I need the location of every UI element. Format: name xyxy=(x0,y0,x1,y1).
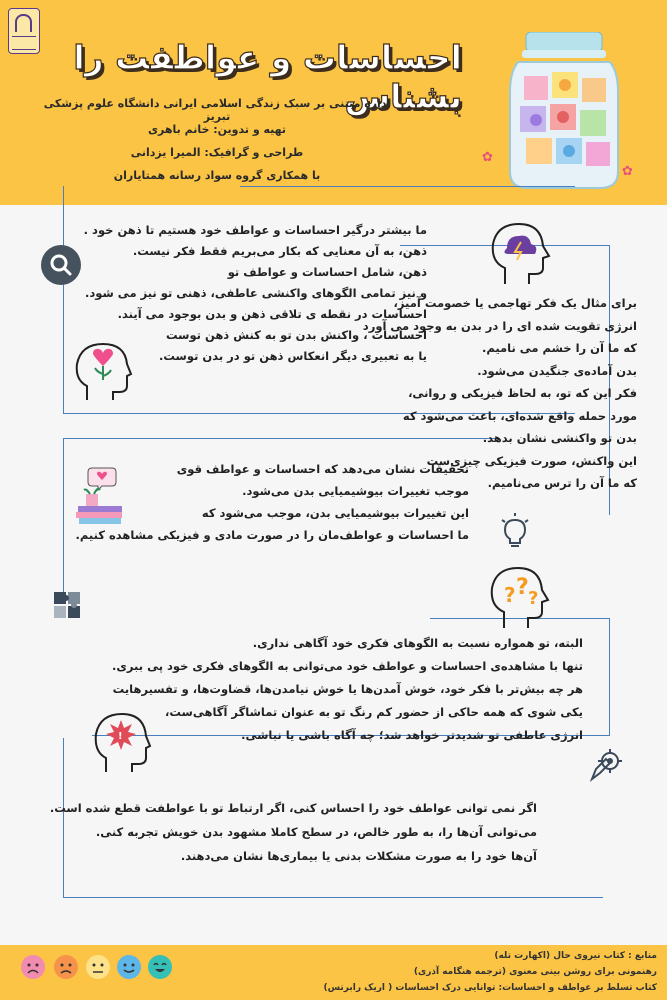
head-storm-icon xyxy=(485,220,555,286)
section5-text xyxy=(49,796,537,868)
section2-line: مورد حمله واقع شده‌ای، باعث می‌شود که xyxy=(402,408,637,423)
section1-line: ذهن، شامل احساسات و عواطف تو xyxy=(227,265,427,279)
section3-line: تحقیقات نشان می‌دهد که احساسات و عواطف قوی xyxy=(176,462,469,476)
section1-line: احساسات در نقطه ی تلاقی ذهن و بدن بوجود می آیند. xyxy=(117,307,427,321)
section2-line: برای مثال یک فکر تهاجمی یا خصومت آمیز، xyxy=(393,296,637,310)
section2-line: که ما آن را ترس می‌نامیم. xyxy=(487,476,637,490)
page-title: احساسات و عواطفت را بشناس xyxy=(73,38,462,116)
header-line-3: طراحی و گرافیک: المیرا یزدانی xyxy=(130,146,304,159)
header-line-2: تهیه و تدوین: خانم باهری xyxy=(147,123,287,136)
section2-line: بدن تو واکنشی نشان بدهد. xyxy=(482,431,637,445)
section2-line: این واکنش، صورت فیزیکی چیزی‌ست xyxy=(426,453,637,468)
crying-emoji-icon xyxy=(20,954,46,980)
svg-text:?: ? xyxy=(528,588,539,609)
section5-line: می‌توانی آن‌ها را، به طور خالص، در سطح کاملا مشهود بدن خویش تجربه کنی. xyxy=(95,825,537,839)
section3-text xyxy=(69,458,469,546)
sad-emoji-icon xyxy=(53,954,79,980)
section2-line: انرژی تقویت شده ای را در بدن به وجود می آورد xyxy=(362,318,637,333)
section1-line: ذهن، به آن معنایی که بکار می‌بریم فقط فکر نیست. xyxy=(132,244,427,258)
neutral-emoji-icon xyxy=(85,954,111,980)
gear-pencil-icon xyxy=(588,745,626,783)
section4-line: البته، تو همواره نسبت به الگوهای فکری خود آگاهی نداری. xyxy=(252,636,583,650)
svg-text:?: ? xyxy=(504,583,516,607)
reference-line: رهنمونی برای روشن بینی معنوی (ترجمه هنگامه آذری) xyxy=(413,967,657,977)
emotion-jar-icon xyxy=(500,32,628,192)
section3-line: ما احساسات و عواطف‌مان را در صورت مادی و فیزیکی مشاهده کنیم. xyxy=(75,528,469,542)
section2-line: که ما آن را خشم می نامیم. xyxy=(481,341,637,355)
header-banner xyxy=(0,0,667,205)
lightbulb-icon xyxy=(500,512,530,550)
header-line-4: با همکاری گروه سواد رسانه همتایاران xyxy=(113,169,321,182)
section4-line: انرژی عاطفی تو شدیدتر خواهد شد؛ چه آگاه باشی یا نباشی. xyxy=(241,728,583,742)
happy-emoji-icon xyxy=(147,954,173,980)
head-question-icon xyxy=(484,564,554,630)
section1-line: احساسات ، واکنش بدن تو به کنش ذهن توست xyxy=(165,328,427,342)
reference-line: منابع : کتاب نیروی حال (اکهارت تله) xyxy=(494,951,657,961)
svg-text:?: ? xyxy=(516,575,529,600)
section1-line: ما بیشتر درگیر احساسات و عواطف خود هستیم تا ذهن خود . xyxy=(83,223,427,237)
section2-line: فکر این که تو، به لحاظ فیزیکی و روانی، xyxy=(408,386,637,400)
flower-decoration: ✿ xyxy=(622,164,633,179)
flower-decoration: ✿ xyxy=(482,150,493,165)
smile-emoji-icon xyxy=(116,954,142,980)
header-line-1: اداره مبتنی بر سبک زندگی اسلامی ایرانی دانشگاه علوم پزشکی تبریز xyxy=(43,97,391,123)
puzzle-icon xyxy=(52,590,82,620)
section5-line: اگر نمی توانی عواطف خود را احساس کنی، اگر ارتباط تو با عواطفت قطع شده است. xyxy=(49,801,537,815)
reference-line: کتاب تسلط بر عواطف و احساسات: توانایی درک احساسات ( اریک رابرتس) xyxy=(323,983,657,993)
section4-line: تنها با مشاهده‌ی احساسات و عواطف خود می‌توانی به الگوهای فکری خود پی ببری. xyxy=(111,659,583,673)
section5-line: آن‌ها خود را به صورت مشکلات بدنی یا بیماری‌ها نشان می‌دهند. xyxy=(180,849,537,863)
section1-line: یا به تعبیری دیگر انعکاس ذهن تو در بدن توست. xyxy=(159,349,427,363)
section3-line: این تغییرات بیوشیمیایی بدن، موجب می‌شود که xyxy=(201,506,469,520)
section4-line: هر چه بیش‌تر با فکر خود، خوش آمدن‌ها یا خوش نیامدن‌ها، قضاوت‌ها، و تفسیرهایت xyxy=(112,682,583,696)
section1-line: و نیز تمامی الگوهای واکنشی عاطفی، ذهنی تو نیز می شود. xyxy=(85,286,427,300)
section4-line: یکی شوی که همه حاکی از حضور کم رنگ تو به عنوان تماشاگر آگاهی‌ست، xyxy=(165,705,583,719)
section4-text xyxy=(63,632,583,747)
section1-top-line xyxy=(240,186,575,188)
section2-line: بدن آماده‌ی جنگیدن می‌شود. xyxy=(477,363,637,378)
svg-text:!: ! xyxy=(118,731,123,742)
section3-line: موجب تغییرات بیوشیمیایی بدن می‌شود. xyxy=(242,484,469,498)
